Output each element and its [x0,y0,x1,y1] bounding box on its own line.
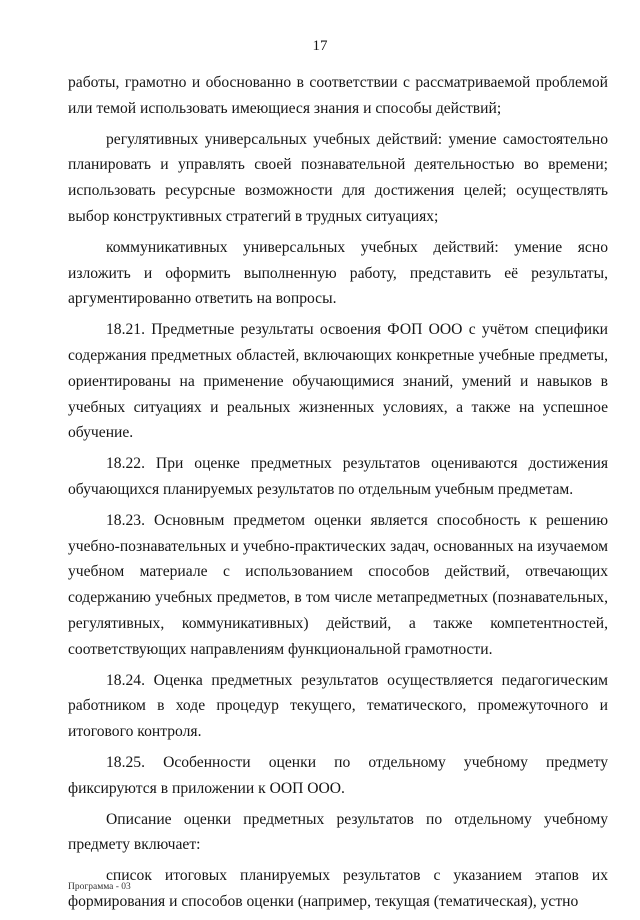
page-number: 17 [312,38,328,54]
paragraph: 18.25. Особенности оценки по отдельному учебному предмету фиксируются в приложении к ООП ООО. [68,753,608,797]
paragraph: 18.22. При оценке предметных результатов оцениваются достижения обучающихся планируемых результатов по отдельным учебным предметам. [68,455,608,498]
paragraph: список итоговых планируемых результатов с указанием этапов их формирования и способов оценки (например, текущая (тематическая), устно [68,867,608,910]
document-body [68,70,608,920]
footer-label: Программа - 03 [68,882,131,892]
paragraph: работы, грамотно и обоснованно в соответствии с рассматриваемой проблемой или темой использовать имеющиеся знания и способы действий; [68,74,608,117]
paragraph: 18.21. Предметные результаты освоения ФОП ООО с учётом специфики содержания предметных областей, включающих конкретные учебные предметы, ориентированы на применение обучающимися знаний, умений и навыков в учебных ситуациях и реальных жизненных условиях, а также на успешное обучение. [68,321,608,442]
paragraph: коммуникативных универсальных учебных действий: умение ясно изложить и оформить выполненную работу, представить её результаты, аргументированно ответить на вопросы. [68,238,608,308]
paragraph: 18.24. Оценка предметных результатов осуществляется педагогическим работником в ходе процедур текущего, тематического, промежуточного и итогового контроля. [68,671,608,741]
paragraph: регулятивных универсальных учебных действий: умение самостоятельно планировать и управлять своей познавательной деятельностью во времени; использовать ресурсные возможности для достижения целей; осуществлять выбор конструктивных стратегий в трудных ситуациях; [68,130,608,225]
paragraph: Описание оценки предметных результатов по отдельному учебному предмету включает: [68,810,608,854]
paragraph: 18.23. Основным предметом оценки является способность к решению учебно-познавательных и учебно-практических задач, основанных на изучаемом учебном материале с использованием способов действий, отвечающих содержанию учебных предметов, в том числе метапредметных (познавательных, регулятивных, коммуникативных) действий, а также компетентностей, соответствующих направлениям функциональной грамотности. [68,511,608,658]
